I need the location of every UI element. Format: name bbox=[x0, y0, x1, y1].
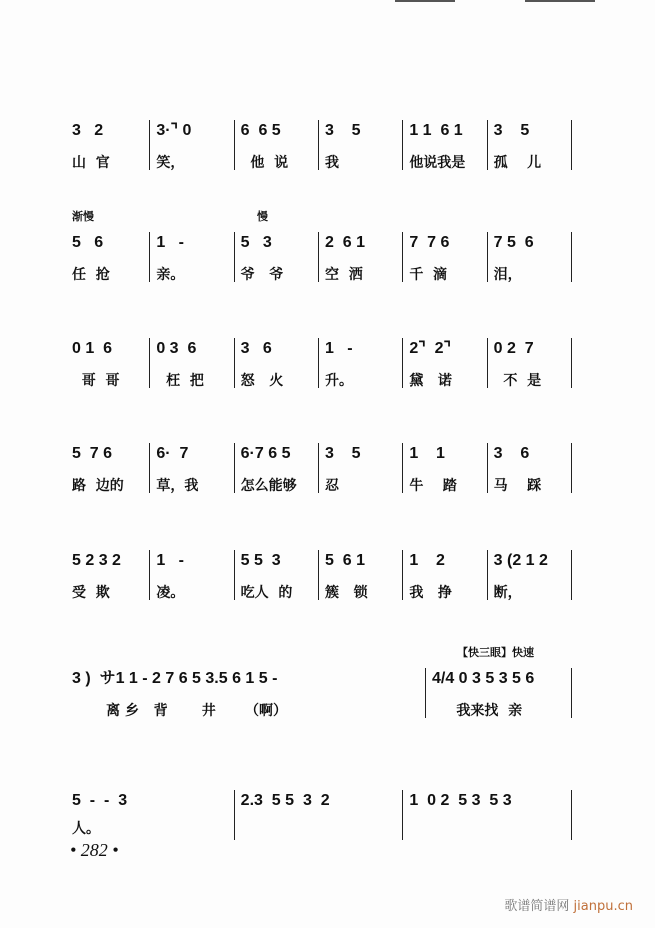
measure-notes: 3 5 bbox=[324, 122, 361, 139]
measure bbox=[488, 120, 572, 170]
measure-lyrics: 他说我是 bbox=[409, 155, 466, 171]
measure bbox=[403, 338, 487, 388]
measure-notes: 3·⌝ 0 bbox=[156, 122, 192, 139]
measure bbox=[319, 443, 403, 493]
measure-notes: 5 6 bbox=[72, 234, 104, 251]
measure-lyrics: 忍 bbox=[324, 478, 339, 494]
measure-notes: 1 1 bbox=[409, 445, 445, 462]
measure-notes: 5 6 1 bbox=[324, 552, 366, 569]
measure bbox=[150, 550, 234, 600]
measure bbox=[72, 338, 150, 388]
measure-lyrics: 他 说 bbox=[240, 155, 289, 171]
measure bbox=[72, 232, 150, 282]
measure-lyrics: 千 滴 bbox=[409, 267, 448, 283]
measure bbox=[235, 338, 319, 388]
measure bbox=[488, 550, 572, 600]
measure-notes: 4/4 0 3 5 3 5 6 bbox=[431, 670, 535, 687]
tempo-marking: 慢 bbox=[257, 210, 268, 223]
measure-notes: 3 6 bbox=[240, 340, 272, 357]
measure-lyrics: 受 欺 bbox=[72, 585, 110, 601]
measure bbox=[150, 120, 234, 170]
measure-notes: 2.3 5 5 3 2 bbox=[240, 792, 330, 809]
measure-notes: 2 6 1 bbox=[324, 234, 366, 251]
measure bbox=[72, 668, 426, 718]
measure bbox=[319, 550, 403, 600]
score-line bbox=[72, 443, 572, 493]
measure-notes: 1 - bbox=[324, 340, 353, 357]
measure bbox=[488, 338, 572, 388]
measure-notes: 3 5 bbox=[324, 445, 361, 462]
measure bbox=[72, 550, 150, 600]
measure-lyrics: 我 bbox=[324, 155, 339, 171]
measure-lyrics: 我 挣 bbox=[409, 585, 452, 601]
measure-notes: 5 7 6 bbox=[72, 445, 113, 462]
measure-lyrics: 笑， bbox=[156, 155, 185, 171]
measure-notes: 3 ) サ1 1 - 2 7 6 5 3.5 6 1 5 - bbox=[72, 670, 278, 687]
score-line bbox=[72, 120, 572, 170]
measure-lyrics: 空 洒 bbox=[324, 267, 363, 283]
measure bbox=[150, 232, 234, 282]
measure bbox=[319, 120, 403, 170]
measure bbox=[235, 443, 319, 493]
measure-notes: 3 2 bbox=[72, 122, 104, 139]
measure-lyrics: 枉 把 bbox=[156, 373, 204, 389]
measure-notes: 6· 7 bbox=[156, 445, 189, 462]
measure-lyrics: 不 是 bbox=[493, 373, 542, 389]
measure bbox=[235, 790, 404, 840]
measure-lyrics: 怎么能够 bbox=[240, 478, 297, 494]
measure-lyrics bbox=[241, 822, 397, 840]
measure bbox=[403, 790, 572, 840]
measure-lyrics bbox=[409, 822, 565, 840]
measure-notes: 1 - bbox=[156, 234, 184, 251]
page-number: • 282 • bbox=[70, 840, 119, 860]
measure bbox=[426, 668, 572, 718]
measure bbox=[319, 232, 403, 282]
tempo-marking: 【快三眼】快速 bbox=[457, 646, 534, 659]
measure-notes: 1 0 2 5 3 5 3 bbox=[409, 792, 512, 809]
watermark: 歌谱简谱网 jianpu.cn bbox=[504, 899, 633, 914]
measure-lyrics: 哥 哥 bbox=[72, 373, 120, 389]
measure bbox=[150, 443, 234, 493]
measure-lyrics: 牛 踏 bbox=[409, 478, 457, 494]
measure-notes: 0 3 6 bbox=[156, 340, 197, 357]
measure-lyrics: 黛 诺 bbox=[409, 373, 452, 389]
measure-lyrics: 我来找 亲 bbox=[431, 703, 523, 719]
score-line bbox=[72, 210, 572, 283]
score-line bbox=[72, 646, 572, 719]
scan-edge bbox=[395, 0, 455, 2]
measure-notes: 3 (2 1 2 bbox=[493, 552, 548, 569]
measure-lyrics: 马 踩 bbox=[493, 478, 542, 494]
measure-notes: 1 2 bbox=[409, 552, 445, 569]
score-line bbox=[72, 550, 572, 600]
measure bbox=[235, 120, 319, 170]
measure-notes: 1 - bbox=[156, 552, 184, 569]
measure-lyrics: 任 抢 bbox=[72, 267, 110, 283]
measure-lyrics: 断， bbox=[493, 585, 522, 601]
measure-notes: 5 3 bbox=[240, 234, 272, 251]
measure bbox=[319, 338, 403, 388]
measure-notes: 6·7 6 5 bbox=[240, 445, 291, 462]
measure-notes: 5 - - 3 bbox=[72, 792, 128, 809]
measure-lyrics: 升。 bbox=[324, 373, 353, 389]
measure-notes: 5 2 3 2 bbox=[72, 552, 121, 569]
measure-notes: 0 2 7 bbox=[493, 340, 534, 357]
measure bbox=[403, 443, 487, 493]
measure-notes: 5 5 3 bbox=[240, 552, 281, 569]
score-line bbox=[72, 790, 572, 840]
measure bbox=[403, 550, 487, 600]
measure-lyrics: 孤 儿 bbox=[493, 155, 542, 171]
measure-notes: 0 1 6 bbox=[72, 340, 113, 357]
measure bbox=[403, 120, 487, 170]
measure-lyrics: 山 官 bbox=[72, 155, 110, 171]
measure-lyrics: 草，我 bbox=[156, 478, 199, 494]
measure bbox=[403, 232, 487, 282]
measure-lyrics: 簇 锁 bbox=[324, 585, 368, 601]
measure-lyrics: 凌。 bbox=[156, 585, 185, 601]
measure-notes: 6 6 5 bbox=[240, 122, 281, 139]
measure bbox=[235, 550, 319, 600]
scan-edge bbox=[525, 0, 595, 2]
measure-notes: 3 6 bbox=[493, 445, 530, 462]
measure-lyrics: 吃人 的 bbox=[240, 585, 293, 601]
measure-lyrics: 离 乡 背 井 （啊） bbox=[72, 703, 287, 719]
end-lyric: 人。 bbox=[72, 821, 100, 837]
measure bbox=[72, 443, 150, 493]
measure bbox=[72, 120, 150, 170]
measure bbox=[488, 443, 572, 493]
measure bbox=[488, 232, 572, 282]
measure-lyrics: 怒 火 bbox=[240, 373, 284, 389]
measure-notes: 2⌝ 2⌝ bbox=[409, 340, 451, 357]
measure-notes: 7 7 6 bbox=[409, 234, 450, 251]
measure bbox=[235, 232, 319, 282]
tempo-marking: 渐慢 bbox=[72, 210, 94, 223]
measure-notes: 7 5 6 bbox=[493, 234, 534, 251]
measure bbox=[150, 338, 234, 388]
measure-notes: 1 1 6 1 bbox=[409, 122, 463, 139]
measure-lyrics: 路 边的 bbox=[72, 478, 124, 494]
measure-lyrics: 亲。 bbox=[156, 267, 185, 283]
measure-lyrics: 泪， bbox=[493, 267, 522, 283]
measure-notes: 3 5 bbox=[493, 122, 530, 139]
measure-lyrics: 爷 爷 bbox=[240, 267, 284, 283]
score-line bbox=[72, 338, 572, 388]
